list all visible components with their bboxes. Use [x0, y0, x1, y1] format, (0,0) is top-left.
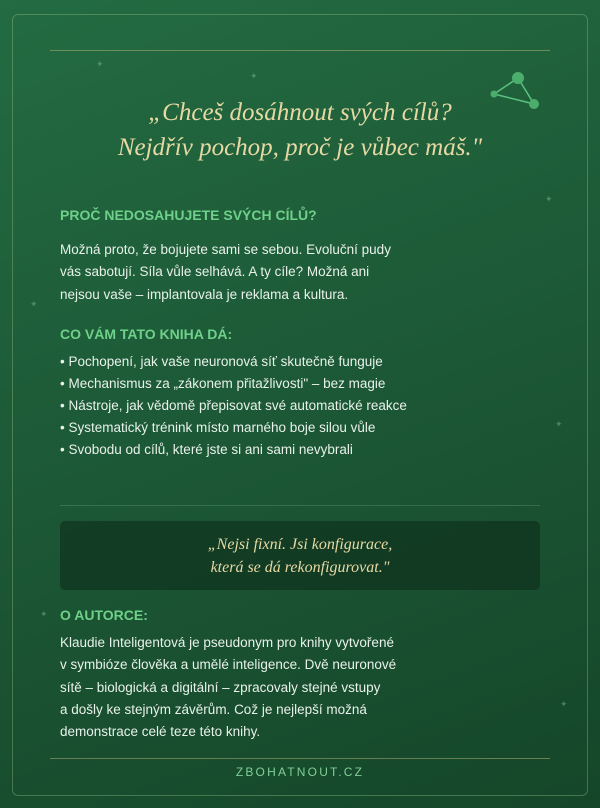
paragraph-line: Klaudie Inteligentová je pseudonym pro knihy vytvořené	[60, 635, 394, 650]
author-heading: O AUTORCE:	[60, 607, 148, 623]
sparkle-icon: ✦	[555, 420, 563, 430]
paragraph-line: sítě – biologická a digitální – zpracovaly stejné vstupy	[60, 679, 381, 695]
sparkle-icon: ✦	[40, 610, 48, 620]
top-rule	[50, 50, 550, 51]
sparkle-icon: ✦	[250, 72, 258, 82]
list-item: • Nástroje, jak vědomě přepisovat své automatické reakce	[60, 395, 540, 417]
sparkle-icon: ✦	[560, 700, 568, 710]
title-quote-line: Nejdřív pochop, proč je vůbec máš."	[117, 134, 483, 161]
list-item: • Svobodu od cílů, které jste si ani sami nevybrali	[60, 439, 540, 461]
list-item: • Mechanismus za „zákonem přitažlivosti" – bez magie	[60, 373, 540, 395]
highlight-quote-line: „Nejsi fixní. Jsi konfigurace,	[207, 536, 393, 553]
paragraph-line: Možná proto, že bojujete sami se sebou. Evoluční pudy	[60, 242, 391, 257]
paragraph-line: nejsou vaše – implantovala je reklama a kultura.	[60, 286, 349, 302]
sparkle-icon: ✦	[96, 60, 104, 70]
website-footer: ZBOHATNOUT.CZ	[235, 765, 365, 779]
title-quote	[0, 95, 600, 165]
author-paragraph	[60, 632, 520, 743]
sparkle-icon: ✦	[545, 195, 553, 205]
bottom-rule	[50, 758, 550, 759]
benefits-list	[60, 351, 540, 461]
paragraph-line: a došly ke stejným závěrům. Což je nejlepší možná	[60, 701, 367, 717]
why-paragraph	[60, 239, 480, 306]
highlight-quote-line: která se dá rekonfigurovat."	[210, 559, 390, 576]
highlight-quote	[60, 533, 540, 579]
section-divider	[60, 505, 540, 506]
title-quote-line: „Chceš dosáhnout svých cílů?	[148, 99, 452, 126]
paragraph-line: v symbióze člověka a umělé inteligence. Dvě neuronové	[60, 657, 397, 673]
benefits-heading: CO VÁM TATO KNIHA DÁ:	[60, 326, 233, 342]
highlight-quote-box	[60, 521, 540, 590]
paragraph-line: vás sabotují. Síla vůle selhává. A ty cíle? Možná ani	[60, 264, 370, 280]
list-item: • Systematický trénink místo marného boje silou vůle	[60, 417, 540, 439]
sparkle-icon: ✦	[30, 300, 38, 310]
list-item: • Pochopení, jak vaše neuronová síť skutečně funguje	[60, 351, 540, 373]
paragraph-line: demonstrace celé teze této knihy.	[60, 724, 261, 740]
why-heading: PROČ NEDOSAHUJETE SVÝCH CÍLŮ?	[60, 207, 317, 223]
